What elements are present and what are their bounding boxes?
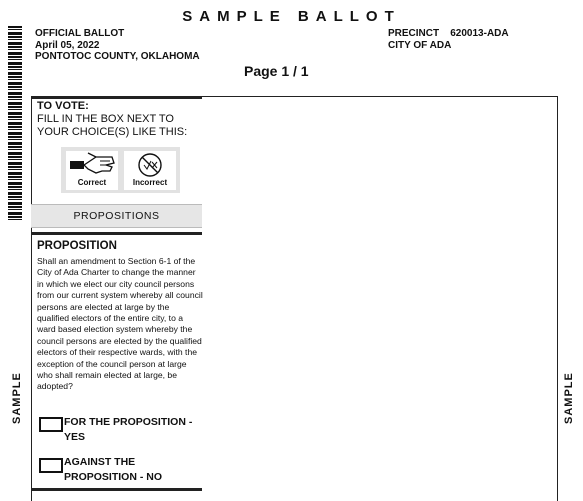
correct-label: Correct bbox=[77, 178, 107, 187]
ballot-column bbox=[31, 96, 202, 500]
divider-rule bbox=[31, 96, 202, 99]
instructions-text: FILL IN THE BOX NEXT TO YOUR CHOICE(S) LIKE THIS: bbox=[37, 113, 188, 138]
county-name: PONTOTOC COUNTY, OKLAHOMA bbox=[35, 51, 200, 62]
hand-filling-box-icon bbox=[66, 151, 118, 179]
section-header: PROPOSITIONS bbox=[31, 204, 202, 228]
side-label-right: SAMPLE bbox=[563, 372, 575, 424]
incorrect-label: Incorrect bbox=[132, 178, 168, 187]
divider-rule bbox=[31, 488, 202, 491]
incorrect-example bbox=[124, 151, 176, 190]
precinct-label: PRECINCT bbox=[388, 28, 440, 39]
marking-example bbox=[61, 147, 180, 193]
ballot-title: SAMPLE BALLOT bbox=[182, 8, 401, 25]
proposition-text: Shall an amendment to Section 6-1 of the City of Ada Charter to change the manner in which we elect our city council persons from our current system whereby all council persons are elected at large by the qualified electors of the entire city, to a ward based election system whereby the council persons are elected by the qualified electors of their respective wards, with the exception of the council person at large who shall remain elected at large, be adopted? bbox=[37, 256, 203, 392]
vote-oval-no[interactable] bbox=[39, 458, 63, 473]
proposition-heading: PROPOSITION bbox=[37, 240, 117, 252]
precinct-info bbox=[388, 28, 509, 51]
divider-rule bbox=[31, 232, 202, 235]
election-date: April 05, 2022 bbox=[35, 39, 100, 51]
ballot-info bbox=[35, 28, 200, 63]
page-indicator: Page 1 / 1 bbox=[244, 63, 309, 79]
side-label-left: SAMPLE bbox=[11, 372, 23, 424]
option-yes-label: FOR THE PROPOSITION - YES bbox=[64, 416, 193, 443]
option-no-label: AGAINST THE PROPOSITION - NO bbox=[64, 456, 163, 483]
instructions-heading: TO VOTE: bbox=[37, 100, 89, 112]
barcode bbox=[8, 26, 22, 221]
vote-oval-yes[interactable] bbox=[39, 417, 63, 432]
x-circle-icon bbox=[124, 151, 176, 179]
correct-example bbox=[66, 151, 118, 190]
precinct-number: 620013-ADA bbox=[450, 28, 509, 39]
city-name: CITY OF ADA bbox=[388, 39, 452, 51]
official-ballot-label: OFFICIAL BALLOT bbox=[35, 28, 125, 39]
